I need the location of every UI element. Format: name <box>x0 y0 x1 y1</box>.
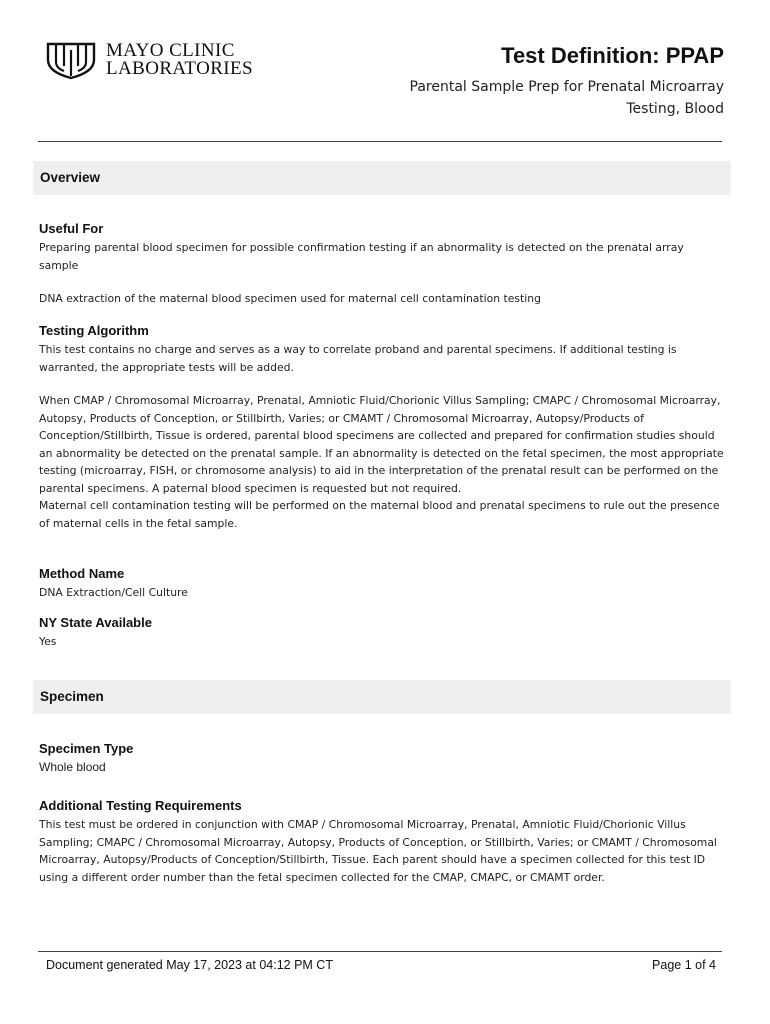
useful-for-block-2 <box>39 290 725 308</box>
logo-line-1: MAYO CLINIC <box>106 40 235 61</box>
additional-testing-text: This test must be ordered in conjunction with CMAP / Chromosomal Microarray, Prenatal, Amniotic Fluid/Chorionic Villus Sampling; CMAPC / Chromosomal Microarray, Autopsy, Products of Conception, or Stillbirth, Varies; or CMAMT / Chromosomal Microarray, Autopsy/Products of Conception/Stillbirth, Tissue. Each parent should have a specimen collected for this test ID using a different order number than the fetal specimen collected for the CMAP, CMAPC, or CMAMT order. <box>39 818 717 884</box>
testing-algorithm-text-1: This test contains no charge and serves as a way to correlate proband and parental specimens. If additional testing is warranted, the appropriate tests will be added. <box>39 343 677 374</box>
overview-section-title: Overview <box>40 170 101 185</box>
page-title: Test Definition: PPAP <box>501 43 724 68</box>
footer-divider <box>38 951 722 952</box>
specimen-type-block <box>39 741 725 776</box>
ny-state-value: Yes <box>39 635 57 648</box>
additional-testing-block <box>39 798 725 886</box>
method-name-value: DNA Extraction/Cell Culture <box>39 586 188 599</box>
testing-algorithm-block <box>39 323 725 376</box>
ny-state-block <box>39 615 725 651</box>
method-name-heading: Method Name <box>39 566 125 581</box>
useful-for-text-1: Preparing parental blood specimen for possible confirmation testing if an abnormality is detected on the prenatal array sample <box>39 241 684 272</box>
footer-page-number: Page 1 of 4 <box>652 958 716 972</box>
testing-algorithm-block-2 <box>39 392 725 532</box>
specimen-section-title: Specimen <box>40 689 104 704</box>
header-divider <box>38 141 722 142</box>
useful-for-heading: Useful For <box>39 221 104 236</box>
testing-algorithm-text-2: When CMAP / Chromosomal Microarray, Prenatal, Amniotic Fluid/Chorionic Villus Sampling; CMAPC / Chromosomal Microarray, Autopsy, Products of Conception, or Stillbirth, Varies; or CMAMT / Chromosomal Microarray, Autopsy/Products of Conception/Stillbirth, Tissue is ordered, parental blood specimens are collected and prepared for confirmation studies should an abnormality be detected on the prenatal sample. If an abnormality is detected on the fetal specimen, the most appropriate testing (microarray, FISH, or chromosome analysis) to aid in the interpretation of the prenatal result can be performed on the parental specimens. A paternal blood specimen is requested but not required. <box>39 394 724 495</box>
useful-for-block <box>39 221 725 274</box>
additional-testing-heading: Additional Testing Requirements <box>39 798 242 813</box>
logo-line-2: LABORATORIES <box>106 58 253 79</box>
page-subtitle: Parental Sample Prep for Prenatal Microarray Testing, Blood <box>409 79 724 117</box>
specimen-section-header <box>33 680 731 714</box>
footer-generated-date: Document generated May 17, 2023 at 04:12 PM CT <box>46 958 333 972</box>
testing-algorithm-heading: Testing Algorithm <box>39 323 149 338</box>
method-name-block <box>39 566 725 602</box>
overview-section-header <box>33 161 731 195</box>
specimen-type-heading: Specimen Type <box>39 741 134 756</box>
testing-algorithm-text-3: Maternal cell contamination testing will be performed on the maternal blood and prenatal specimens to rule out the presence of maternal cells in the fetal sample. <box>39 499 720 530</box>
logo-text <box>106 42 253 78</box>
specimen-type-value: Whole blood <box>39 760 106 774</box>
mayo-clinic-logo <box>44 40 253 80</box>
mayo-shield-icon <box>44 40 98 80</box>
useful-for-text-2: DNA extraction of the maternal blood specimen used for maternal cell contamination testing <box>39 292 541 305</box>
ny-state-heading: NY State Available <box>39 615 152 630</box>
